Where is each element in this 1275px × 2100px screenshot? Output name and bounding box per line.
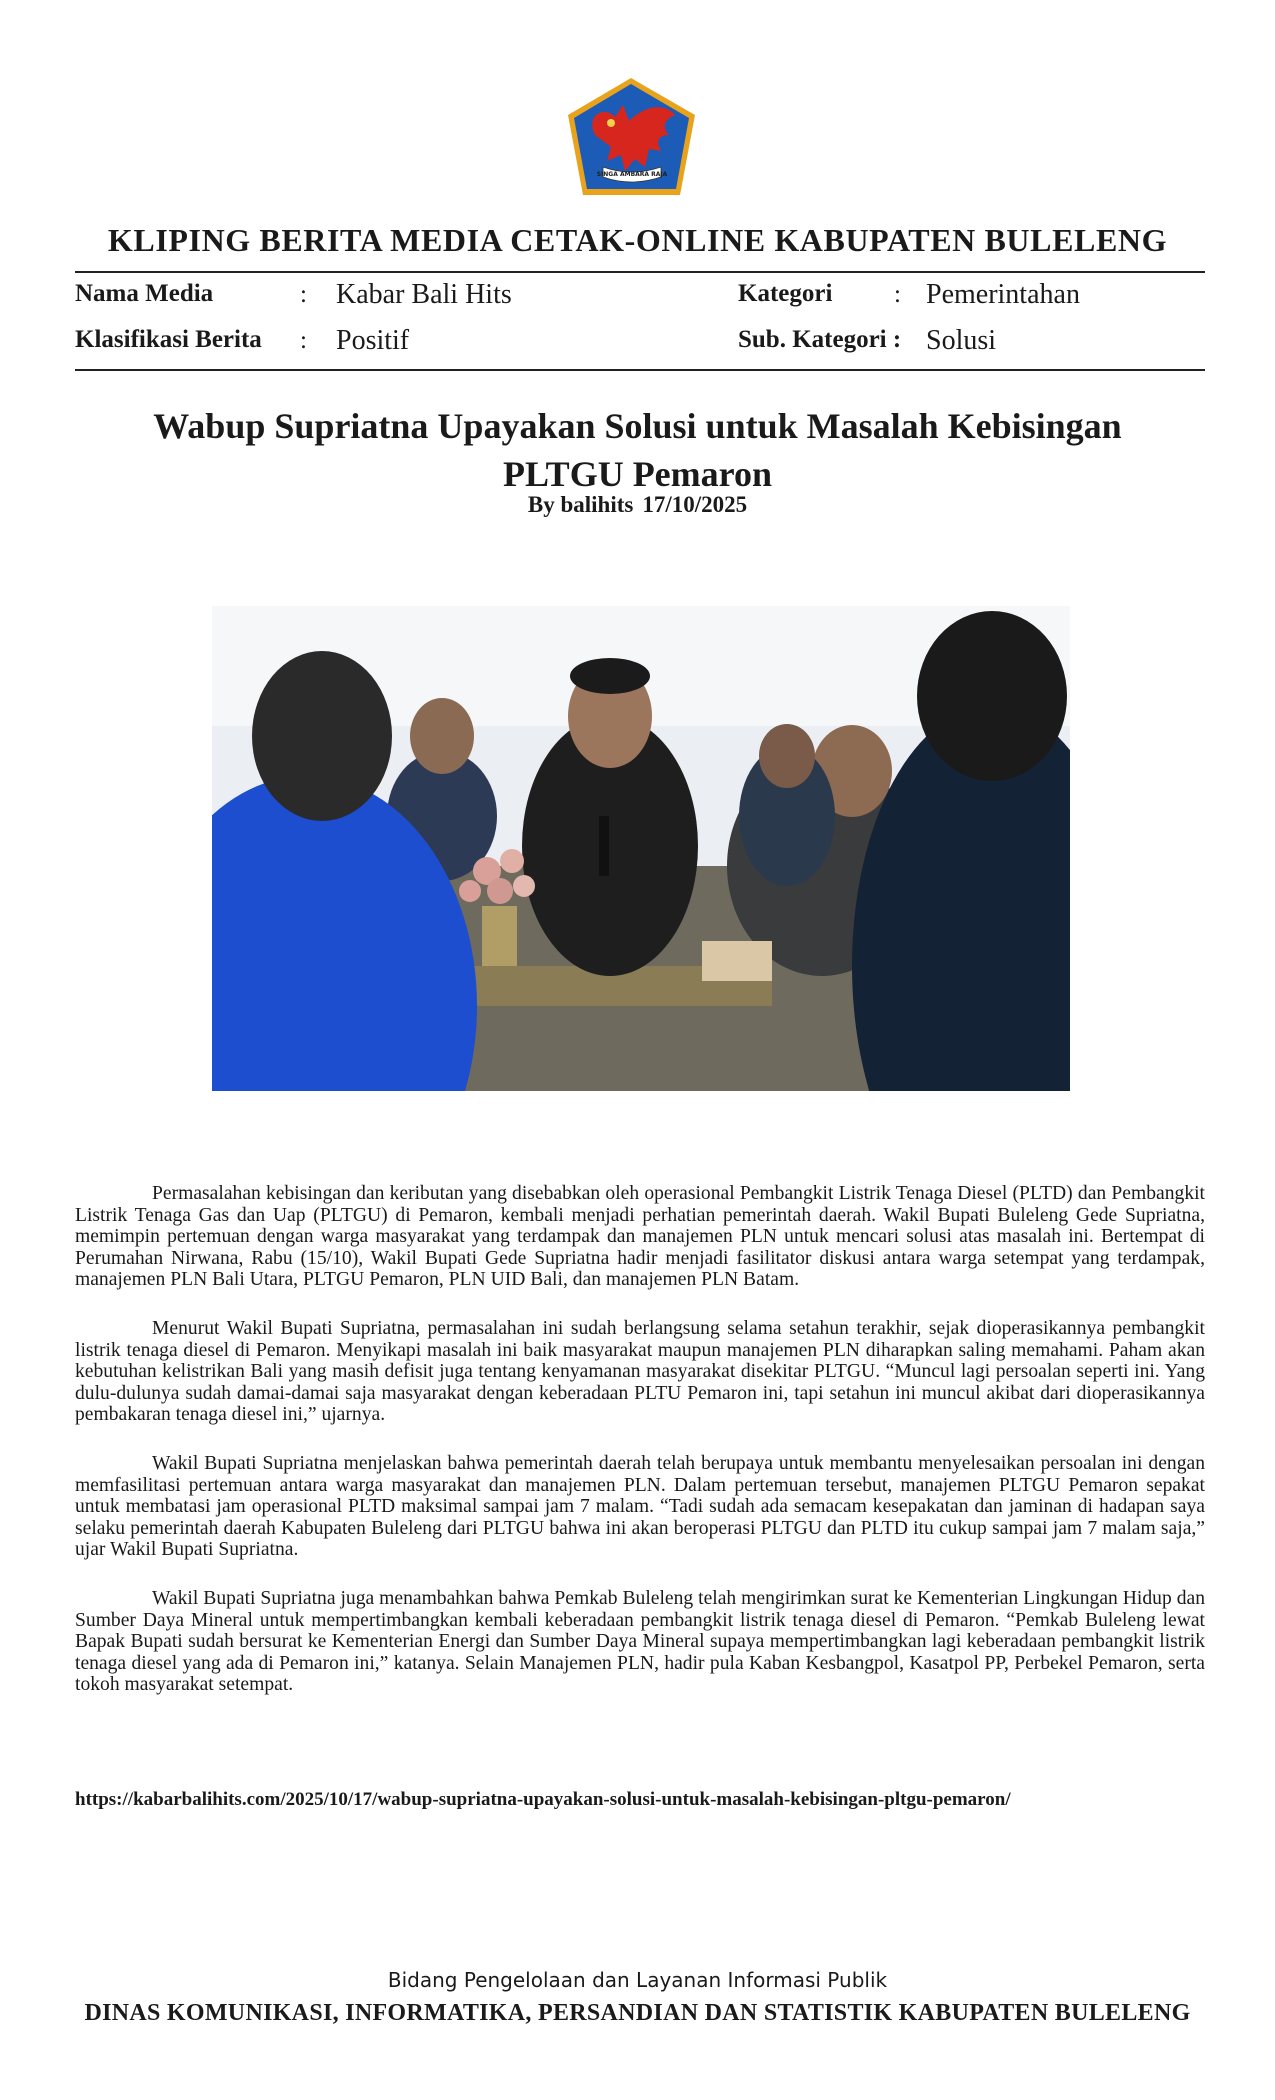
article-title <box>130 402 1145 498</box>
category-label: Kategori <box>738 280 833 307</box>
footer-division: Bidang Pengelolaan dan Layanan Informasi Publik <box>387 1968 888 1992</box>
media-name-colon: : <box>300 281 307 308</box>
media-name-value: Kabar Bali Hits <box>336 279 512 310</box>
source-link[interactable]: https://kabarbalihits.com/2025/10/17/wabup-supriatna-upayakan-solusi-untuk-masalah-kebisingan-pltgu-pemaron/ <box>75 1789 1011 1810</box>
article-body <box>75 1183 1205 1723</box>
category-colon: : <box>894 281 901 308</box>
article-title-line-1: Wabup Supriatna Upayakan Solusi untuk Masalah Kebisingan <box>153 406 1122 446</box>
classification-label: Klasifikasi Berita <box>75 326 262 353</box>
article-paragraph-1: Permasalahan kebisingan dan keributan yang disebabkan oleh operasional Pembangkit Listrik Tenaga Diesel (PLTD) dan Pembangkit Listrik Tenaga Gas dan Uap (PLTGU) di Pemaron, kembali menjadi perhatian pemerintah daerah. Wakil Bupati Buleleng Gede Supriatna, memimpin pertemuan dengan warga masyarakat yang terdampak dan manajemen PLN untuk mencari solusi atas masalah ini. Bertempat di Perumahan Nirwana, Rabu (15/10), Wakil Bupati Gede Supriatna hadir menjadi fasilitator diskusi antara warga setempat yang terdampak, manajemen PLN Bali Utara, PLTGU Pemaron, PLN UID Bali, dan manajemen PLN Batam. <box>75 1183 1205 1291</box>
article-paragraph-4: Wakil Bupati Supriatna juga menambahkan bahwa Pemkab Buleleng telah mengirimkan surat ke Kementerian Lingkungan Hidup dan Sumber Daya Mineral untuk mempertimbangkan kembali keberadaan pembangkit listrik tenaga diesel di Pemaron. “Pemkab Buleleng lewat Bapak Bupati sudah bersurat ke Kementerian Energi dan Sumber Daya Mineral supaya mempertimbangkan lagi keberadaan pembangkit listrik tenaga diesel yang ada di Pemaron ini,” katanya. Selain Manajemen PLN, hadir pula Kaban Kesbangpol, Kasatpol PP, Perbekel Pemaron, serta tokoh masyarakat setempat. <box>75 1587 1205 1696</box>
category-value: Pemerintahan <box>926 279 1080 310</box>
media-name-label: Nama Media <box>75 280 214 307</box>
article-date: 17/10/2025 <box>642 492 748 517</box>
divider-bottom <box>75 369 1205 371</box>
buleleng-regency-crest-icon <box>565 75 698 199</box>
footer-agency: DINAS KOMUNIKASI, INFORMATIKA, PERSANDIAN DAN STATISTIK KABUPATEN BULELENG <box>84 2000 1191 2026</box>
sub-category-value: Solusi <box>926 325 997 356</box>
classification-colon: : <box>300 327 307 354</box>
sub-category-label: Sub. Kategori : <box>738 326 902 353</box>
article-author: By balihits <box>527 492 634 517</box>
buleleng-regency-logo <box>565 75 698 199</box>
logo-motto: SINGA AMBARA RAJA <box>596 171 668 178</box>
classification-value: Positif <box>336 325 410 356</box>
article-paragraph-3: Wakil Bupati Supriatna menjelaskan bahwa pemerintah daerah telah berupaya untuk membantu menyelesaikan persoalan ini dengan memfasilitasi pertemuan antara warga masyarakat dan manajemen PLN. Dalam pertemuan tersebut, manajemen PLTGU Pemaron sepakat untuk membatasi jam operasional PLTD maksimal sampai jam 7 malam. “Tadi sudah ada semacam kesepakatan dan jaminan di hadapan saya selaku pemerintah daerah Kabupaten Buleleng dari PLTGU bahwa ini akan beroperasi PLTGU dan PLTD itu cukup sampai jam 7 malam saja,” ujar Wakil Bupati Supriatna. <box>75 1452 1205 1561</box>
clipping-header-title: KLIPING BERITA MEDIA CETAK-ONLINE KABUPATEN BULELENG <box>107 222 1168 258</box>
divider-top <box>75 271 1205 273</box>
article-title-line-2: PLTGU Pemaron <box>502 454 772 494</box>
article-byline <box>0 492 1275 518</box>
article-photo <box>212 606 1070 1091</box>
article-paragraph-2: Menurut Wakil Bupati Supriatna, permasalahan ini sudah berlangsung selama setahun terakhir, sejak dioperasikannya pembangkit listrik tenaga diesel di Pemaron. Menyikapi masalah ini baik masyarakat maupun manajemen PLN diharapkan saling memahami. Paham akan kebutuhan kelistrikan Bali yang masih defisit juga tentang kenyamanan masyarakat disekitar PLTGU. “Muncul lagi persoalan seperti ini. Yang dulu-dulunya sudah damai-damai saja masyarakat dengan keberadaan PLTU Pemaron ini, tapi setahun ini muncul akibat dari dioperasikannya pembakaran tenaga diesel ini,” ujarnya. <box>75 1317 1205 1426</box>
